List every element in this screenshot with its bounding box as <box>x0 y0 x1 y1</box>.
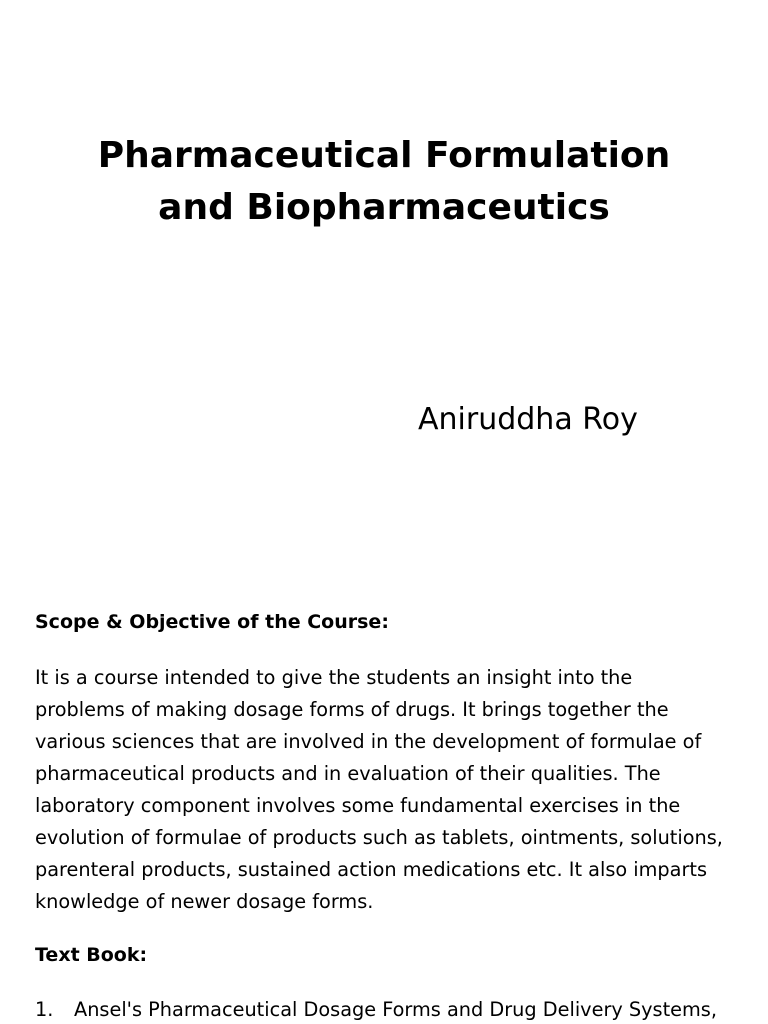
scope-paragraph <box>35 662 755 918</box>
scope-heading: Scope & Objective of the Course: <box>35 611 389 633</box>
list-item-number: 1. <box>35 998 54 1021</box>
paragraph-line: parenteral products, sustained action medications etc. It also imparts <box>35 858 708 881</box>
paragraph-line: pharmaceutical products and in evaluation of their qualities. The <box>35 762 661 785</box>
list-item <box>35 994 768 1024</box>
author-name: Aniruddha Roy <box>418 402 638 437</box>
title-line: and Biopharmaceutics <box>158 187 610 228</box>
textbook-heading: Text Book: <box>35 944 148 966</box>
paragraph-line: It is a course intended to give the students an insight into the <box>35 666 633 689</box>
paragraph-line: various sciences that are involved in the development of formulae of <box>35 730 702 753</box>
paragraph-line: evolution of formulae of products such as tablets, ointments, solutions, <box>35 826 723 849</box>
paragraph-line: problems of making dosage forms of drugs. It brings together the <box>35 698 669 721</box>
document-title <box>0 130 768 234</box>
textbook-list <box>35 994 768 1024</box>
list-item-text: Ansel's Pharmaceutical Dosage Forms and Drug Delivery Systems, <box>74 998 717 1021</box>
paragraph-line: knowledge of newer dosage forms. <box>35 890 374 913</box>
title-line: Pharmaceutical Formulation <box>97 135 671 176</box>
paragraph-line: laboratory component involves some fundamental exercises in the <box>35 794 681 817</box>
